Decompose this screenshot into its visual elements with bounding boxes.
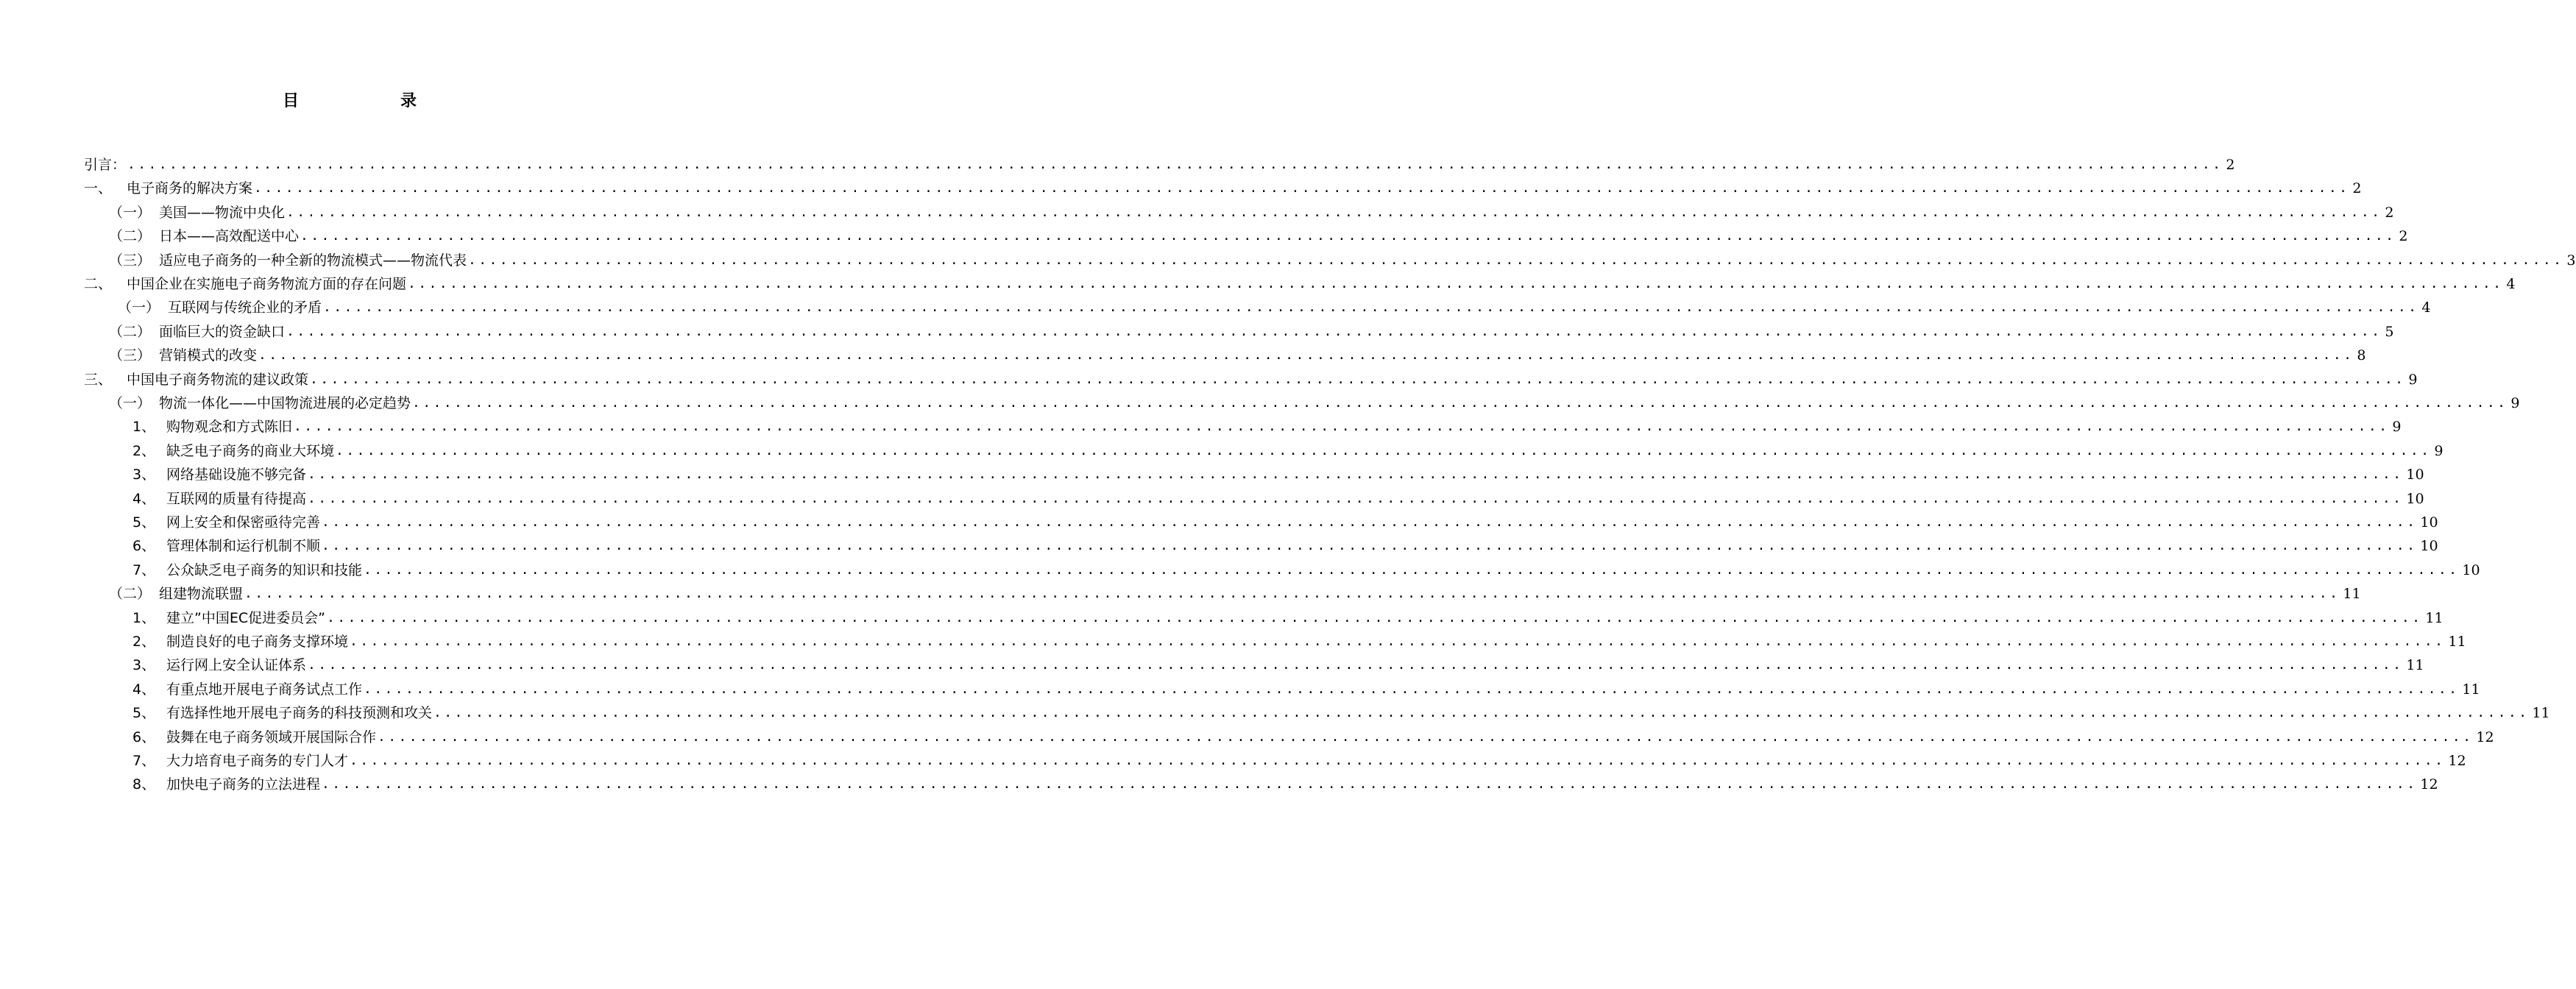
toc-entry[interactable] [132,678,2480,701]
toc-entry[interactable] [132,415,2402,439]
toc-entry-label: 营销模式的改变 [159,347,258,364]
toc-dot-leader: ........................................................................................................................................................................................................ [308,467,2404,483]
toc-entry-label: 运行网上安全认证体系 [166,657,307,674]
toc-entry-number: 6、 [132,538,156,555]
toc-entry-label: 适应电子商务的一种全新的物流模式——物流代表 [159,252,467,269]
toc-entry-label: 电子商务的解决方案 [127,180,253,197]
toc-entry-number: 2、 [132,442,156,459]
toc-entry-label: 日本——高效配送中心 [159,228,300,245]
toc-entry[interactable] [132,487,2424,511]
toc-page-number: 5 [2385,323,2394,340]
toc-entry-label: 网上安全和保密亟待完善 [166,514,321,531]
toc-page-number: 10 [2406,467,2424,483]
toc-dot-leader: ........................................................................................................................................................................................................ [286,323,2382,339]
toc-entry[interactable] [109,320,2394,344]
toc-entry[interactable] [132,559,2480,582]
toc-entry-label: 互联网的质量有待提高 [166,490,307,507]
toc-entry-label: 美国——物流中央化 [159,204,286,221]
toc-page-number: 9 [2408,371,2418,388]
toc-page-number: 9 [2392,419,2402,436]
toc-entry[interactable] [109,249,2576,272]
toc-entry-number: （三） [109,347,152,364]
toc-page-number: 2 [2352,180,2362,197]
toc-dot-leader: ........................................................................................................................................................................................................ [244,586,2340,602]
toc-entry-number: 5、 [132,514,156,531]
toc-dot-leader: ........................................................................................................................................................................................................ [127,157,2223,172]
toc-page-number: 3 [2566,252,2576,269]
toc-entry-number: 6、 [132,729,156,745]
toc-entry[interactable] [132,653,2424,677]
toc-entry-label: 物流一体化——中国物流进展的必定趋势 [159,395,411,411]
toc-entry-number: 二、 [84,276,113,292]
toc-dot-leader: ........................................................................................................................................................................................................ [322,514,2418,530]
toc-entry[interactable] [132,773,2438,796]
toc-entry-number: （三） [109,252,152,269]
toc-dot-leader: ........................................................................................................................................................................................................ [322,776,2418,793]
toc-entry-number: 2、 [132,634,156,650]
toc-page-number: 10 [2420,514,2438,531]
toc-dot-leader: ........................................................................................................................................................................................................ [364,561,2460,578]
toc-page-number: 11 [2406,657,2424,674]
toc-entry-number: 7、 [132,561,156,578]
toc-entry-label: 有选择性地开展电子商务的科技预测和攻关 [166,705,433,722]
toc-entry[interactable] [84,272,2516,296]
toc-page-number: 8 [2357,347,2366,364]
toc-dot-leader: ........................................................................................................................................................................................................ [322,538,2418,554]
toc-page-number: 11 [2425,609,2444,626]
toc-dot-leader: ........................................................................................................................................................................................................ [308,490,2404,506]
toc-dot-leader: ........................................................................................................................................................................................................ [326,609,2423,625]
toc-page-number: 10 [2420,538,2438,555]
toc-page-number: 4 [2506,276,2516,292]
toc-entry-number: 1、 [132,609,156,626]
toc-dot-leader: ........................................................................................................................................................................................................ [258,347,2354,364]
toc-entry[interactable] [132,606,2444,630]
toc-page-number: 11 [2448,634,2466,650]
toc-entry-number: 3、 [132,467,156,483]
toc-dot-leader: ........................................................................................................................................................................................................ [412,395,2508,411]
toc-entry[interactable] [109,201,2394,224]
toc-entry-number: 一、 [84,180,113,197]
toc-entry[interactable] [132,630,2466,653]
toc-entry-label: 中国企业在实施电子商务物流方面的存在问题 [127,276,407,292]
toc-entry[interactable] [118,296,2431,319]
toc-page-number: 4 [2421,299,2431,316]
toc-entry-label: 购物观念和方式陈旧 [166,419,293,436]
toc-entry-label: 中国电子商务物流的建议政策 [127,371,309,388]
toc-entry[interactable] [132,701,2550,725]
toc-entry-number: （二） [109,323,152,340]
toc-page-number: 12 [2448,753,2466,769]
toc-entry[interactable] [132,439,2444,463]
toc-dot-leader: ........................................................................................................................................................................................................ [364,681,2460,697]
toc-entry-label: 有重点地开展电子商务试点工作 [166,681,363,698]
toc-entry[interactable] [109,582,2361,606]
toc-page-number: 9 [2434,442,2444,459]
toc-entry[interactable] [132,534,2438,558]
toc-entry[interactable] [132,463,2424,486]
toc-entry-number: （二） [109,586,152,603]
toc-entry-number: 7、 [132,753,156,769]
toc-entry[interactable] [84,368,2418,391]
toc-dot-leader: ........................................................................................................................................................................................................ [468,252,2564,268]
toc-dot-leader: ........................................................................................................................................................................................................ [378,729,2474,745]
toc-entry-label: 互联网与传统企业的矛盾 [168,299,322,316]
toc-entry[interactable] [132,749,2466,773]
toc-entry-label: 面临巨大的资金缺口 [159,323,286,340]
page-title: 目 录 [282,91,459,110]
toc-entry-number: 4、 [132,681,156,698]
toc-entry-label: 引言： [84,157,127,173]
toc-entry-label: 网络基础设施不够完备 [166,467,307,483]
toc-page-number: 12 [2420,776,2438,793]
toc-page-number: 9 [2510,395,2520,411]
toc-page-number: 10 [2462,561,2480,578]
toc-page-number: 11 [2532,705,2550,722]
toc-entry-number: （一） [118,299,160,316]
toc-entry[interactable] [132,726,2494,749]
toc-dot-leader: ........................................................................................................................................................................................................ [350,634,2446,649]
toc-entry-label: 建立”中国EC促进委员会” [166,609,325,626]
toc-entry-number: 1、 [132,419,156,436]
toc-page-number: 10 [2406,490,2424,507]
toc-entry-number: 三、 [84,371,113,388]
toc-entry[interactable] [109,391,2520,415]
toc-entry-label: 制造良好的电子商务支撑环境 [166,634,349,650]
toc-page-number: 11 [2462,681,2480,698]
toc-entry-label: 组建物流联盟 [159,586,244,603]
toc-entry-number: （二） [109,228,152,245]
toc-entry-number: 8、 [132,776,156,793]
toc-dot-leader: ........................................................................................................................................................................................................ [286,204,2382,220]
toc-page-number: 2 [2226,157,2235,173]
toc-page-number: 2 [2399,228,2408,245]
toc-dot-leader: ........................................................................................................................................................................................................ [408,276,2504,291]
toc-entry[interactable] [84,153,2235,177]
toc-dot-leader: ........................................................................................................................................................................................................ [323,299,2419,316]
toc-entry-number: 4、 [132,490,156,507]
toc-dot-leader: ........................................................................................................................................................................................................ [310,371,2406,387]
toc-dot-leader: ........................................................................................................................................................................................................ [294,419,2390,435]
toc-entry-label: 鼓舞在电子商务领域开展国际合作 [166,729,377,745]
toc-dot-leader: ........................................................................................................................................................................................................ [254,180,2350,196]
toc-entry-label: 公众缺乏电子商务的知识和技能 [166,561,363,578]
toc-page-number: 12 [2476,729,2494,745]
toc-dot-leader: ........................................................................................................................................................................................................ [300,228,2396,244]
toc-dot-leader: ........................................................................................................................................................................................................ [308,657,2404,673]
toc-entry[interactable] [109,224,2408,248]
toc-entry[interactable] [132,511,2438,534]
toc-entry[interactable] [84,177,2362,200]
toc-page-number: 2 [2385,204,2394,221]
toc-page-number: 11 [2343,586,2361,603]
toc-entry[interactable] [109,344,2366,367]
toc-entry-number: 5、 [132,705,156,722]
toc-entry-label: 管理体制和运行机制不顺 [166,538,321,555]
toc-dot-leader: ........................................................................................................................................................................................................ [434,705,2530,721]
toc-dot-leader: ........................................................................................................................................................................................................ [336,442,2432,458]
toc-entry-number: 3、 [132,657,156,674]
toc-entry-number: （一） [109,395,152,411]
toc-entry-label: 缺乏电子商务的商业大环境 [166,442,335,459]
toc-entry-label: 加快电子商务的立法进程 [166,776,321,793]
toc-dot-leader: ........................................................................................................................................................................................................ [350,753,2446,768]
toc-entry-label: 大力培育电子商务的专门人才 [166,753,349,769]
toc-entry-number: （一） [109,204,152,221]
